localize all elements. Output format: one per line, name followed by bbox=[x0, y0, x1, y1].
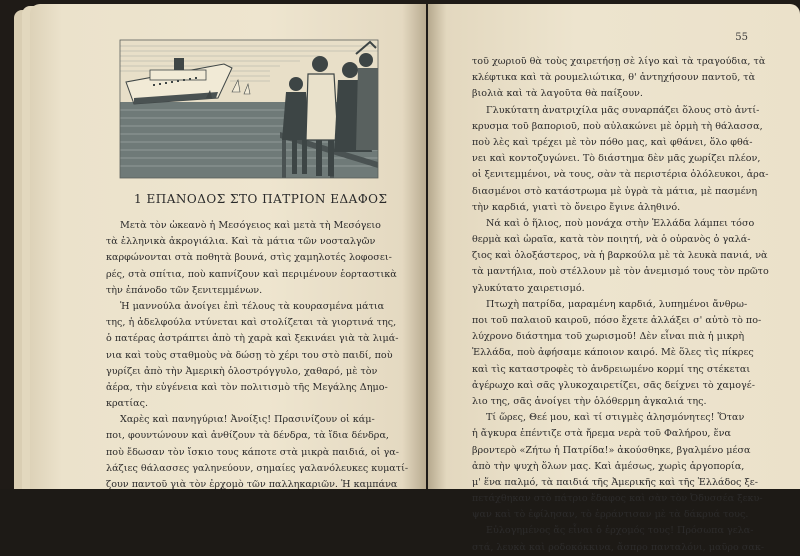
chapter-title bbox=[134, 192, 424, 206]
text-line: βιολιὰ καὶ τὰ λαγοῦτα θὰ παίξουν. bbox=[472, 88, 643, 100]
text-line: μ' ἕνα παλμό, τὰ παιδιά τῆς Ἀμερικῆς καὶ τῆς Ἑλλάδος ξε- bbox=[472, 476, 758, 488]
text-line: ποὺ λὲς καὶ τρέχει μὲ τὸν πόθο μας, καὶ φθάνει, ὅλο φθά- bbox=[472, 136, 753, 148]
text-line: τὴν ἐπάνοδο τῶν ξενιτεμμένων. bbox=[106, 284, 263, 296]
text-line: Νά καὶ ὁ ἥλιος, ποὺ μονάχα στὴν Ἑλλάδα λάμπει τόσο bbox=[486, 217, 755, 229]
text-line: ρές, στὰ σπίτια, ποὺ καπνίζουν καὶ περιμένουν ἑορταστικὰ bbox=[106, 268, 397, 280]
text-line: ψαν καὶ τὸ ἐφίλησαν, τὸ ἐρράντισαν μὲ τὰ δάκρυά τους. bbox=[472, 509, 749, 521]
text-line: κλέφτικα καὶ τὰ ρουμελιώτικα, θ' ἀντηχήσουν παντοῦ, τὰ bbox=[472, 72, 756, 84]
text-line: γλυκύτατο χαιρετισμό. bbox=[472, 282, 585, 294]
text-line: Ἑλλάδα, ποὺ ἀφήσαμε κάποιον καιρό. Μὲ ὅλες τὶς πίκρες bbox=[472, 347, 754, 359]
text-line: Τί ὥρες, Θεέ μου, καὶ τί στιγμὲς ἀλησμόνητες! Ὅταν bbox=[486, 412, 745, 424]
text-line: τοῦ χωριοῦ θὰ τοὺς χαιρετήσῃ σὲ λίγο καὶ τὰ τραγούδια, τὰ bbox=[472, 56, 766, 67]
chapter-title-text: ΕΠΑΝΟΔΟΣ ΣΤΟ ΠΑΤΡΙΟΝ ΕΔΑΦΟΣ bbox=[146, 192, 388, 206]
text-line: τὰ μαντήλια, ποὺ στέλλουν μὲ τὸν ἀνεμισμό τους τὸν πρῶτο bbox=[472, 266, 769, 278]
chapter-number-mark: 1 bbox=[134, 192, 143, 206]
text-line: Εὐλογημένος ἄς εἶναι ὁ ἐρχομός τους! Πρόσωπα γελα- bbox=[486, 525, 754, 537]
text-line: πετάχθηκαν στὸ πάτριο ἔδαφος καὶ σὰν τὸν Ὀδυσσέα ξεκυ- bbox=[472, 493, 763, 505]
text-line: της, ἡ ἀδελφούλα ντύνεται καὶ στολίζεται τὰ γιορτινά της, bbox=[106, 317, 397, 329]
ship-arrival-illustration bbox=[120, 40, 378, 178]
left-page bbox=[30, 4, 426, 489]
text-line: τὰ ἑλληνικὰ ἀκρογιάλια. Καὶ τὰ μάτια τῶν νοσταλγῶν bbox=[106, 236, 376, 248]
text-line: ζιος καὶ ὁλοξάστερος, νὰ ἡ βαρκούλα μὲ τὰ λευκὰ πανιά, νὰ bbox=[472, 250, 768, 262]
right-page bbox=[428, 4, 800, 553]
text-line: ὁ πατέρας ἀστράπτει ἀπὸ τὴ χαρὰ καὶ ξεκινάει γιὰ τὰ λιμά- bbox=[106, 333, 399, 345]
text-line: οἱ ξενιτεμμένοι, νὰ τους, σὰν τὰ περιστέρια ὁλόλευκοι, ἀρα- bbox=[472, 169, 769, 181]
text-line: ζουν παντοῦ γιὰ τὸν ἐρχομὸ τῶν παλληκαριῶν. Ἡ καμπάνα bbox=[106, 479, 398, 490]
text-line: Μετὰ τὸν ὠκεανὸ ἡ Μεσόγειος καὶ μετὰ τὴ Μεσόγειο bbox=[120, 220, 381, 231]
text-line: Χαρὲς καὶ πανηγύρια! Ἀνοίξις! Πρασινίζουν οἱ κάμ- bbox=[120, 414, 375, 426]
text-line: τὴν καρδιά, γιατὶ τὸ ὄνειρο ἔγινε ἀληθινό. bbox=[472, 201, 681, 213]
illustration-drawing bbox=[120, 40, 378, 178]
text-line: ἀπὸ τὴν ψυχὴ ὅλων μας. Καὶ ἀμέσως, χωρὶς ἀργοπορία, bbox=[472, 460, 745, 472]
text-line: ἀέρα, τὴν εὐγένεια καὶ τὸν πολιτισμὸ τῆς Μεγάλης Δημο- bbox=[106, 381, 388, 393]
text-line: ποὺ ἔδωσαν τὸν ἴσκιο τους κάποτε στὰ μικρὰ παιδιά, οἱ γα- bbox=[106, 446, 399, 458]
left-body-text bbox=[106, 218, 414, 493]
text-line: κρυσμα τοῦ βαποριοῦ, ποὺ αὐλακώνει μὲ ὁρμὴ τὴ θάλασσα, bbox=[472, 120, 763, 132]
text-line: διασμένοι στὸ κατάστρωμα μὲ ὑγρὰ τὰ μάτια, μὲ πασμένη bbox=[472, 185, 758, 197]
text-line: βροντερὸ «Ζήτω ἡ Πατρίδα!» ἀκούσθηκε, βγαλμένο μέσα bbox=[472, 444, 751, 456]
text-line: καὶ τὶς καταστροφὲς τὸ ἀνδρειωμένο κορμί της στέκεται bbox=[472, 363, 751, 375]
text-line: Πτωχὴ πατρίδα, μαραμένη καρδιά, λυπημένοι ἄνθρω- bbox=[486, 298, 748, 310]
text-line: ἀγέρωχο καὶ σᾶς γλυκοχαιρετίζει, σᾶς δείχνει τὸ χαμογέ- bbox=[472, 379, 755, 391]
text-line: θερμὰ καὶ ὡραῖα, κατὰ τὸν ποιητή, νὰ ὁ οὐρανὸς ὁ γαλά- bbox=[472, 234, 751, 246]
right-body-text bbox=[472, 54, 794, 556]
text-line: γυρίζει ἀπὸ τὴν Ἀμερικὴ ὁλοστρόγγυλο, χαθαρό, μὲ τὸν bbox=[106, 365, 378, 377]
text-line: ποι τοῦ παλαιοῦ καιροῦ, πόσο ἔχετε ἀλλάξει σ' αὐτὸ τὸ πο- bbox=[472, 315, 762, 326]
text-line: καρφώνονται στὰ ποθητὰ βουνά, στὶς χαμηλοτές λοφοσει- bbox=[106, 252, 392, 264]
text-line: Ἡ μαννούλα ἀνοίγει ἐπὶ τέλους τὰ κουρασμένα μάτια bbox=[120, 300, 385, 312]
text-line: κρατίας. bbox=[106, 398, 149, 410]
text-line: ποι, φουντώνουν καὶ ἀνθίζουν τὰ δένδρα, τὰ ἴδια δένδρα, bbox=[106, 430, 389, 442]
text-line: λάζιες θάλασσες γαληνεύουν, σημαίες γαλανόλευκες κυματί- bbox=[106, 462, 409, 474]
text-line: στά, λευκὰ καὶ ροδοκόκκινα, ἄσπρο πανταλόνι, μαῦρο σακ- bbox=[472, 541, 765, 553]
text-line: Γλυκύτατη ἀνατριχίλα μᾶς συναρπάζει ὅλους στὸ ἀντί- bbox=[486, 104, 760, 116]
text-line: νια καὶ τοὺς σταθμοὺς νὰ δώσῃ τὸ χέρι του στὸ παιδί, ποὺ bbox=[106, 349, 393, 361]
text-line: λιο της, σᾶς ἀνοίγει τὴν ὁλόθερμη ἀγκαλιά της. bbox=[472, 395, 707, 407]
text-line: ἡ ἄγκυρα ἐπέντιζε στὰ ἤρεμα νερὰ τοῦ Φαλήρου, ἕνα bbox=[472, 428, 731, 440]
text-line: λύχρονο διάστημα τοῦ χωρισμοῦ! Δὲν εἶναι πιὰ ἡ μικρὴ bbox=[472, 331, 745, 343]
page-number: 55 bbox=[735, 32, 748, 43]
text-line: νει καὶ κοντοζυγώνει. Τὸ διάστημα δὲν μᾶς χωρίζει πλέον, bbox=[472, 153, 761, 165]
